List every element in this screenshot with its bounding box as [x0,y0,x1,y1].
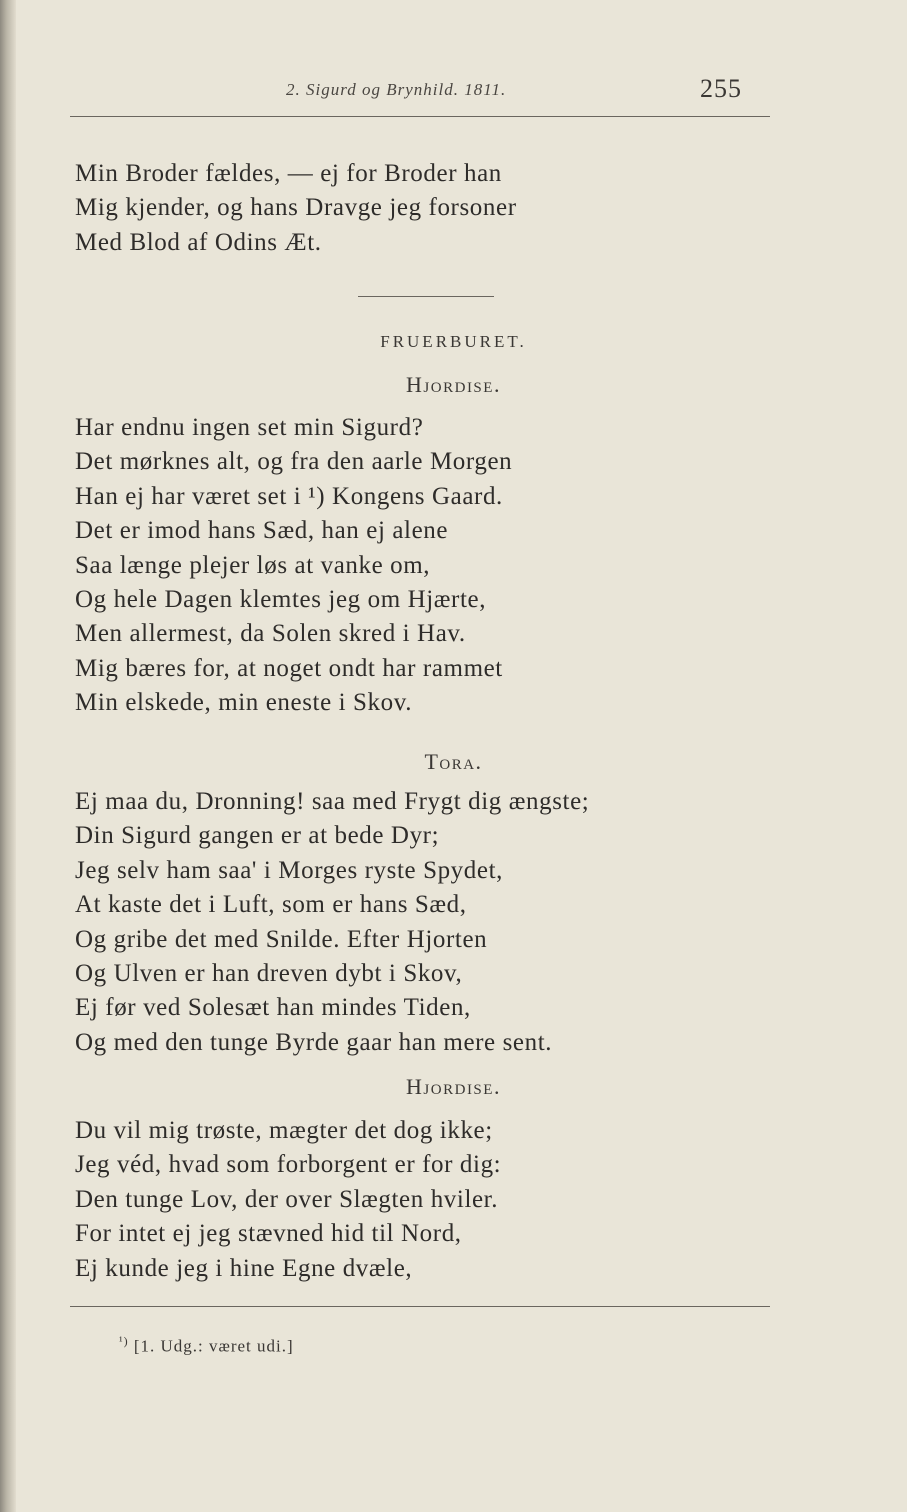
footnote-rule [70,1306,770,1307]
verse-line: Du vil mig trøste, mægter det dog ikke; [75,1117,493,1144]
verse-line: Har endnu ingen set min Sigurd? [75,414,424,441]
verse-line: Men allermest, da Solen skred i Hav. [75,620,466,648]
verse-line: Jeg véd, hvad som forborgent er for dig: [75,1151,502,1179]
verse-line: Ej før ved Solesæt han mindes Tiden, [75,994,471,1022]
header-rule [70,116,770,117]
verse-line: Det mørknes alt, og fra den aarle Morgen [75,448,513,476]
verse-line: Mig bæres for, at noget ondt har rammet [75,654,503,682]
verse-line: Ej kunde jeg i hine Egne dvæle, [75,1254,413,1282]
verse-line: Ej maa du, Dronning! saa med Frygt dig ængste; [75,788,590,815]
page-header [70,76,770,106]
verse-line: At kaste det i Luft, som er hans Sæd, [75,891,467,919]
verse-line: Og gribe det med Snilde. Efter Hjorten [75,925,488,953]
section-divider [358,296,494,297]
page-number: 255 [700,74,742,103]
verse-line: Saa længe plejer løs at vanke om, [75,551,431,579]
footnote [119,1334,294,1357]
section-title: FRUERBURET. [380,332,527,351]
verse-line: Den tunge Lov, der over Slægten hviler. [75,1185,499,1213]
speech-hjordise-1 [75,411,775,721]
speaker-name: Hjordise. [406,372,501,397]
verse-line: Og hele Dagen klemtes jeg om Hjærte, [75,586,487,614]
opening-verse [75,157,775,260]
verse-line: Han ej har været set i ¹) Kongens Gaard. [75,482,503,510]
footnote-text: [1. Udg.: været udi.] [133,1336,294,1356]
verse-line: For intet ej jeg stævned hid til Nord, [75,1220,462,1248]
speech-hjordise-2 [75,1114,775,1286]
running-title: 2. Sigurd og Brynhild. 1811. [286,80,507,99]
verse-line: Det er imod hans Sæd, han ej alene [75,517,449,545]
speaker-name: Hjordise. [406,1074,501,1099]
verse-line: Min elskede, min eneste i Skov. [75,689,413,717]
speaker-name: Tora. [424,749,483,774]
verse-line: Min Broder fældes, — ej for Broder han [75,160,502,187]
verse-line: Jeg selv ham saa' i Morges ryste Spydet, [75,856,503,884]
verse-line: Mig kjender, og hans Dravge jeg forsoner [75,194,517,222]
speech-tora [75,785,775,1060]
verse-line: Din Sigurd gangen er at bede Dyr; [75,822,440,850]
footnote-mark: ¹) [119,1334,129,1348]
verse-line: Og Ulven er han dreven dybt i Skov, [75,960,463,988]
verse-line: Med Blod af Odins Æt. [75,228,322,256]
verse-line: Og med den tunge Byrde gaar han mere sent. [75,1028,553,1056]
